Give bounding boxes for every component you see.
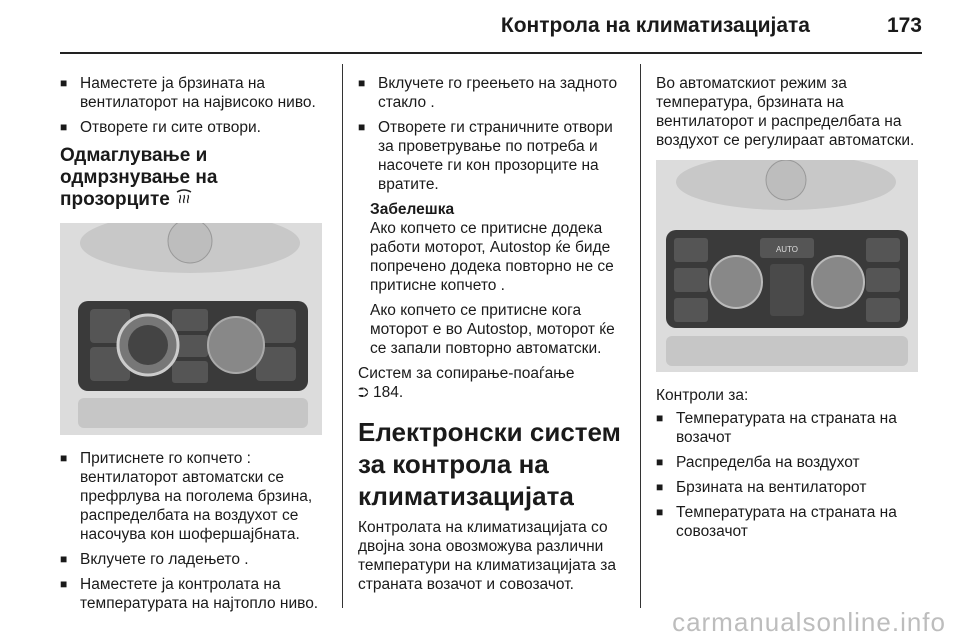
ref-arrow-icon: ⮊: [358, 384, 369, 400]
column-2: [358, 74, 626, 600]
cross-reference: [358, 364, 626, 402]
watermark: carmanualsonline.info: [672, 607, 946, 637]
bullet-rear-window-heat: ■ Вклучете го греењето на задното стакло .: [358, 74, 626, 112]
auto-mode-intro: Во автоматскиот режим за температура, брзината на вентилаторот и распределбата на воздухот се регулираат автоматски.: [656, 75, 915, 149]
defrost-icon: [175, 189, 193, 211]
control-fan-speed: ■ Брзината на вентилаторот: [656, 478, 922, 497]
header-divider: [60, 52, 922, 54]
control-driver-temp: ■ Температурата на страната на возачот: [656, 409, 922, 447]
bullet-open-vents: ■ Отворете ги сите отвори.: [60, 118, 328, 137]
bullet-fan-max: ■ Наместете ја брзината на вентилаторот на највисоко ниво.: [60, 74, 328, 112]
column-1: [60, 74, 328, 619]
section-heading: Електронски систем за контрола на климатизацијата: [358, 417, 621, 511]
column-divider-1: [342, 64, 343, 608]
control-air-distribution: ■ Распределба на воздухот: [656, 453, 922, 472]
climate-panel-photo-1: [60, 223, 322, 435]
control-passenger-temp: ■ Температурата на страната на совозачот: [656, 503, 922, 541]
climate-panel-photo-2: [656, 160, 918, 372]
note-paragraph-2: Ако копчето се притисне кога моторот е во Autostop, моторот ќе се запали повторно автоматски.: [370, 302, 615, 357]
column-3: [656, 74, 922, 547]
note-paragraph-1: Ако копчето се притисне додека работи моторот, Autostop ќе биде попречено додека повторно не се притисне копчето .: [370, 220, 614, 294]
bullet-side-vents: ■ Отворете ги страничните отвори за проветрување по потреба и насочете ги кон прозорците на вратите.: [358, 118, 626, 194]
controls-label: Контроли за:: [656, 387, 749, 404]
cross-reference-page: 184.: [372, 384, 404, 401]
column-divider-2: [640, 64, 641, 608]
auto-label: AUTO: [775, 245, 799, 254]
defog-heading: [60, 145, 328, 211]
cross-reference-text: Систем за сопирање-поаѓање: [358, 365, 575, 382]
defog-heading-text: Одмаглување и одмрзнување на прозорците: [60, 145, 218, 210]
section-body: Контролата на климатизацијата со двојна зона овозможува различни температури на климатизацијата за страната возачот и совозачот.: [358, 519, 616, 593]
running-header-title: Контрола на климатизацијата: [500, 14, 810, 37]
page-number: 173: [886, 14, 922, 37]
bullet-temp-max: ■ Наместете ја контролата на температурата на најтопло ниво.: [60, 575, 328, 613]
bullet-press-defrost: ■ Притиснете го копчето : вентилаторот автоматски се префрлува на поголема брзина, распределбата на воздухот се насочува кон шофершајбната.: [60, 449, 328, 544]
bullet-cooling-on: ■ Вклучете го ладењето .: [60, 550, 328, 569]
note-title: Забелешка: [370, 201, 455, 218]
